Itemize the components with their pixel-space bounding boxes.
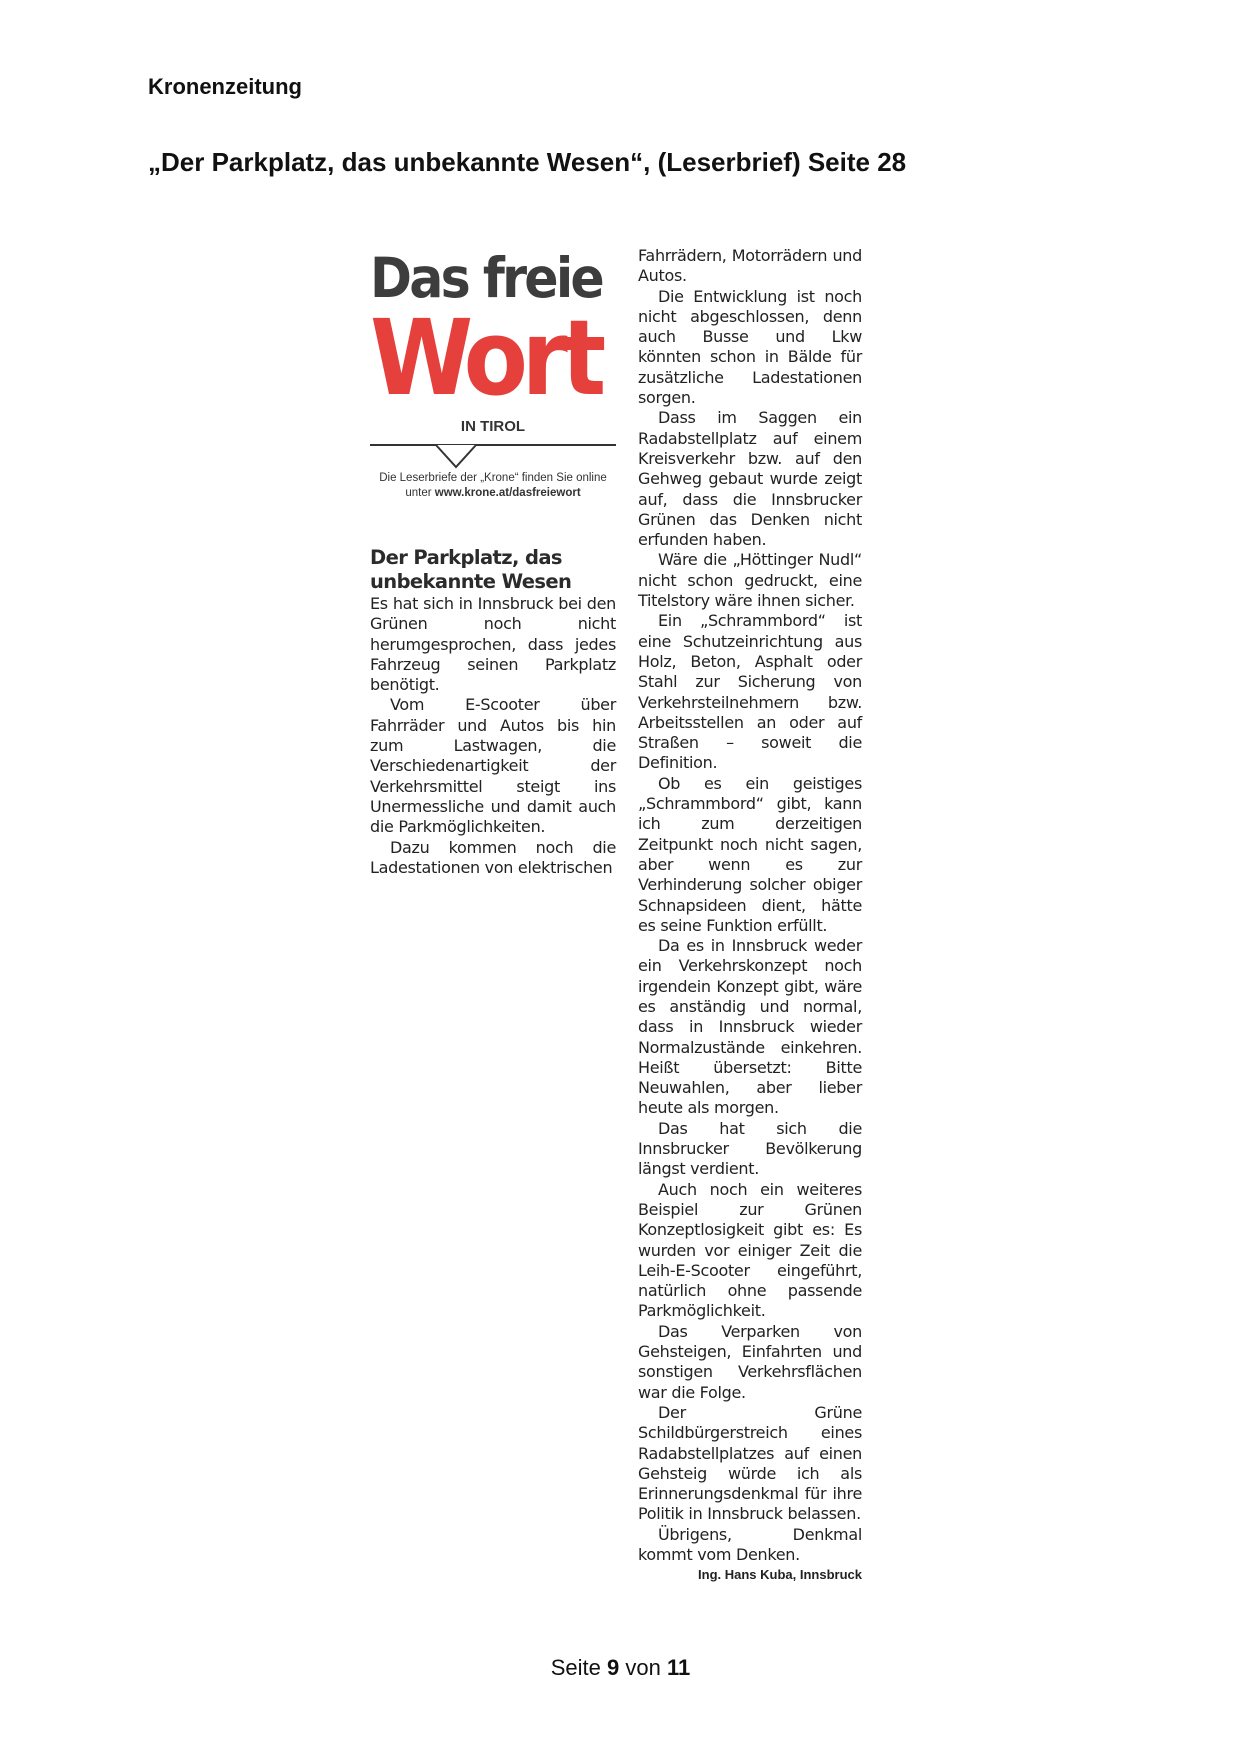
article-title: „Der Parkplatz, das unbekannte Wesen“, (Leserbrief) Seite 28	[148, 147, 907, 177]
online-note	[370, 471, 616, 501]
footer-middle: von	[625, 1655, 661, 1680]
masthead-line2: Wort	[370, 297, 600, 419]
footer-total-pages: 11	[667, 1655, 691, 1680]
paragraph: Das hat sich die Innsbrucker Bevölkerung längst verdient.	[638, 1118, 862, 1179]
letter-signature: Ing. Hans Kuba, Innsbruck	[698, 1567, 862, 1583]
paragraph: Die Entwicklung ist noch nicht abgeschlossen, denn auch Busse und Lkw könnten schon in Bälde für zusätzliche Ladestationen sorgen.	[638, 286, 862, 408]
letter-headline: Der Parkplatz, das unbekannte Wesen	[370, 546, 572, 593]
paragraph: Ein „Schrammbord“ ist eine Schutzeinrichtung aus Holz, Beton, Asphalt oder Stahl zur Sicherung von Verkehrsteilnehmern bzw. Arbeitsstellen an oder auf Straßen – soweit die Definition.	[638, 611, 862, 773]
newspaper-clipping	[368, 246, 864, 1606]
letter-body-left	[370, 594, 616, 878]
paragraph: Es hat sich in Innsbruck bei den Grünen noch nicht herumgesprochen, dass jedes Fahrzeug seinen Parkplatz benötigt.	[370, 594, 616, 695]
page-footer	[0, 1655, 1241, 1681]
source-publication: Kronenzeitung	[148, 74, 302, 99]
online-note-url: www.krone.at/dasfreiewort	[434, 487, 581, 499]
paragraph: Das Verparken von Gehsteigen, Einfahrten und sonstigen Verkehrsflächen war die Folge.	[638, 1321, 862, 1402]
speech-pointer-icon	[370, 441, 616, 471]
paragraph: Auch noch ein weiteres Beispiel zur Grünen Konzeptlosigkeit gibt es: Es wurden vor einiger Zeit die Leih-E-Scooter eingeführt, natürlich ohne passende Parkmöglichkeit.	[638, 1179, 862, 1321]
paragraph: Übrigens, Denkmal kommt vom Denken.	[638, 1524, 862, 1564]
online-note-text: Die Leserbriefe der „Krone“ finden Sie online unter	[379, 472, 607, 499]
masthead-region: IN TIROL	[460, 418, 526, 435]
paragraph: Wäre die „Höttinger Nudl“ nicht schon gedruckt, eine Titelstory wäre ihnen sicher.	[638, 550, 862, 611]
paragraph: Vom E-Scooter über Fahrräder und Autos bis hin zum Lastwagen, die Verschiedenartigkeit der Verkehrsmittel steigt ins Unermessliche und damit auch die Parkmöglichkeiten.	[370, 695, 616, 837]
paragraph: Ob es ein geistiges „Schrammbord“ gibt, kann ich zum derzeitigen Zeitpunkt noch nicht sagen, aber wenn es zur Verhinderung solcher obiger Schnapsideen dient, hätte es seine Funktion erfüllt.	[638, 773, 862, 935]
footer-prefix: Seite	[550, 1655, 601, 1680]
paragraph: Der Grüne Schildbürgerstreich eines Radabstellplatzes auf einen Gehsteig würde ich als Erinnerungsdenkmal für ihre Politik in Innsbruck belassen.	[638, 1402, 862, 1524]
letter-body-right	[638, 246, 862, 1565]
paragraph: Da es in Innsbruck weder ein Verkehrskonzept noch irgendein Konzept gibt, wäre es anständig und normal, dass in Innsbruck wieder Normalzustände einkehren. Heißt übersetzt: Bitte Neuwahlen, aber lieber heute als morgen.	[638, 936, 862, 1118]
clipping-left-column	[370, 248, 616, 878]
clipping-right-column	[638, 246, 1232, 1582]
masthead-line1: Das freie	[370, 246, 602, 310]
paragraph: Fahrrädern, Motorrädern und Autos.	[638, 246, 862, 286]
paragraph: Dass im Saggen ein Radabstellplatz auf einem Kreisverkehr bzw. auf den Gehweg gebaut wurde zeigt auf, dass die Innsbrucker Grünen das Denken nicht erfunden haben.	[638, 408, 862, 550]
paragraph: Dazu kommen noch die Ladestationen von elektrischen	[370, 837, 616, 877]
footer-page-number: 9	[607, 1655, 620, 1680]
masthead-divider	[370, 441, 616, 471]
